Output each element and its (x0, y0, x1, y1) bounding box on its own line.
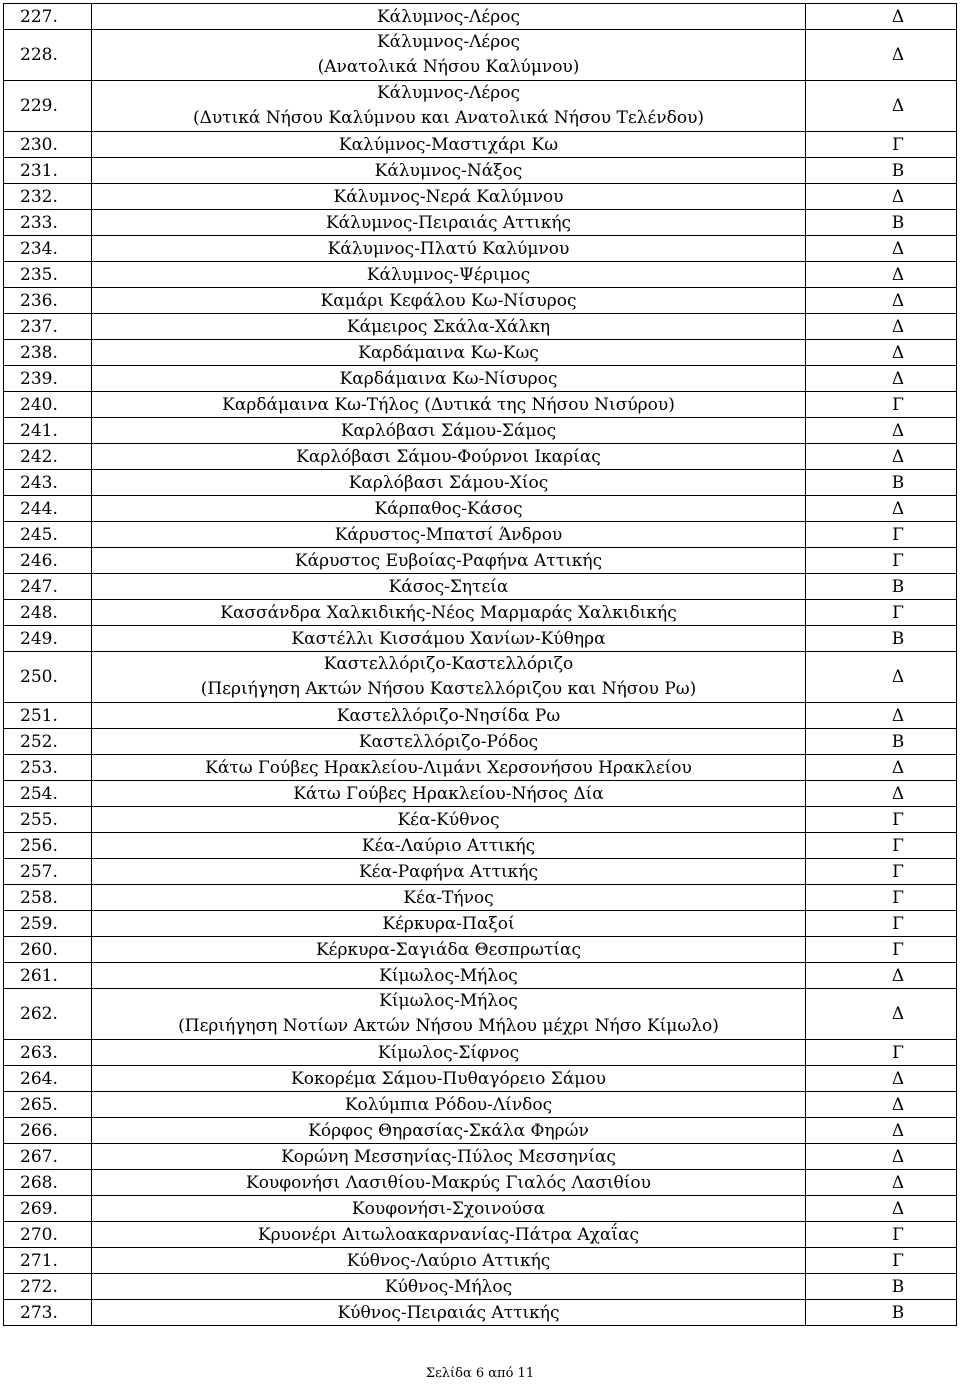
row-number: 239. (4, 366, 92, 392)
table-row (4, 548, 957, 574)
route-class: Γ (806, 807, 957, 833)
row-number: 255. (4, 807, 92, 833)
table-row (4, 1118, 957, 1144)
route-name: Κίμωλος-Μήλος (379, 991, 518, 1011)
row-number: 249. (4, 626, 92, 652)
route-class: Δ (806, 1170, 957, 1196)
table-row (4, 937, 957, 963)
route-class: Δ (806, 652, 957, 703)
route-cell: Καλύμνος-Μαστιχάρι Κω (92, 132, 806, 158)
route-cell: Κουφονήσι-Σχοινούσα (92, 1196, 806, 1222)
route-cell: Κόρφος Θηρασίας-Σκάλα Φηρών (92, 1118, 806, 1144)
row-number: 253. (4, 755, 92, 781)
route-cell: Καστελλόριζο-Νησίδα Ρω (92, 703, 806, 729)
route-note: (Ανατολικά Νήσου Καλύμνου) (317, 57, 580, 77)
route-class: Δ (806, 1066, 957, 1092)
table-row (4, 1092, 957, 1118)
route-class: Β (806, 574, 957, 600)
table-row (4, 989, 957, 1040)
row-number: 232. (4, 184, 92, 210)
route-class: Γ (806, 937, 957, 963)
route-class: Γ (806, 132, 957, 158)
route-cell: Καρλόβασι Σάμου-Σάμος (92, 418, 806, 444)
table-row (4, 703, 957, 729)
row-number: 273. (4, 1300, 92, 1326)
table-row (4, 574, 957, 600)
row-number: 256. (4, 833, 92, 859)
table-row (4, 470, 957, 496)
row-number: 266. (4, 1118, 92, 1144)
table-row (4, 236, 957, 262)
row-number: 252. (4, 729, 92, 755)
route-class: Δ (806, 963, 957, 989)
table-row (4, 392, 957, 418)
route-cell: Κέρκυρα-Σαγιάδα Θεσπρωτίας (92, 937, 806, 963)
row-number: 233. (4, 210, 92, 236)
row-number: 235. (4, 262, 92, 288)
page-footer: Σελίδα 6 από 11 (425, 1366, 535, 1381)
row-number: 236. (4, 288, 92, 314)
table-row (4, 1300, 957, 1326)
table-row (4, 626, 957, 652)
table-row (4, 340, 957, 366)
route-cell: Καρδάμαινα Κω-Τήλος (Δυτικά της Νήσου Νισύρου) (92, 392, 806, 418)
route-cell: Κολύμπια Ρόδου-Λίνδος (92, 1092, 806, 1118)
route-cell (92, 30, 806, 81)
row-number: 272. (4, 1274, 92, 1300)
route-class: Β (806, 158, 957, 184)
route-cell: Κοκορέμα Σάμου-Πυθαγόρειο Σάμου (92, 1066, 806, 1092)
table-row (4, 418, 957, 444)
table-row (4, 366, 957, 392)
row-number: 258. (4, 885, 92, 911)
table-row (4, 833, 957, 859)
route-cell: Κίμωλος-Μήλος (92, 963, 806, 989)
row-number: 270. (4, 1222, 92, 1248)
route-class: Δ (806, 1196, 957, 1222)
route-cell: Κύθνος-Πειραιάς Αττικής (92, 1300, 806, 1326)
row-number: 257. (4, 859, 92, 885)
route-cell: Κέα-Κύθνος (92, 807, 806, 833)
route-class: Δ (806, 288, 957, 314)
route-cell (92, 652, 806, 703)
routes-table (3, 3, 957, 1326)
route-class: Δ (806, 989, 957, 1040)
route-cell: Κάμειρος Σκάλα-Χάλκη (92, 314, 806, 340)
row-number: 246. (4, 548, 92, 574)
table-row (4, 184, 957, 210)
route-class: Γ (806, 1040, 957, 1066)
route-cell: Κάτω Γούβες Ηρακλείου-Νήσος Δία (92, 781, 806, 807)
routes-table-body (4, 4, 957, 1326)
table-row (4, 807, 957, 833)
table-row (4, 911, 957, 937)
route-class: Δ (806, 81, 957, 132)
route-note: (Δυτικά Νήσου Καλύμνου και Ανατολικά Νήσου Τελένδου) (192, 108, 705, 128)
row-number: 241. (4, 418, 92, 444)
row-number: 237. (4, 314, 92, 340)
row-number: 254. (4, 781, 92, 807)
table-row (4, 81, 957, 132)
route-class: Β (806, 1300, 957, 1326)
row-number: 238. (4, 340, 92, 366)
route-class: Δ (806, 236, 957, 262)
route-class: Γ (806, 522, 957, 548)
route-note: (Περιήγηση Ακτών Νήσου Καστελλόριζου και Νήσου Ρω) (200, 679, 697, 699)
table-row (4, 652, 957, 703)
route-class: Γ (806, 548, 957, 574)
route-class: Β (806, 626, 957, 652)
route-cell: Καρλόβασι Σάμου-Χίος (92, 470, 806, 496)
row-number: 244. (4, 496, 92, 522)
route-class: Γ (806, 885, 957, 911)
route-class: Δ (806, 1092, 957, 1118)
route-class: Γ (806, 600, 957, 626)
route-cell: Κέα-Λαύριο Αττικής (92, 833, 806, 859)
row-number: 263. (4, 1040, 92, 1066)
row-number: 248. (4, 600, 92, 626)
route-class: Δ (806, 496, 957, 522)
route-class: Δ (806, 418, 957, 444)
table-row (4, 1222, 957, 1248)
route-cell: Κάλυμνος-Ψέριμος (92, 262, 806, 288)
route-class: Δ (806, 184, 957, 210)
table-row (4, 885, 957, 911)
table-row (4, 1248, 957, 1274)
route-class: Δ (806, 340, 957, 366)
table-row (4, 496, 957, 522)
table-row (4, 1144, 957, 1170)
table-row (4, 1066, 957, 1092)
route-cell (92, 81, 806, 132)
row-number: 267. (4, 1144, 92, 1170)
route-class: Β (806, 210, 957, 236)
route-cell: Κασσάνδρα Χαλκιδικής-Νέος Μαρμαράς Χαλκιδικής (92, 600, 806, 626)
route-cell: Κέρκυρα-Παξοί (92, 911, 806, 937)
route-cell: Κάλυμνος-Νάξος (92, 158, 806, 184)
table-row (4, 859, 957, 885)
route-class: Γ (806, 392, 957, 418)
row-number: 260. (4, 937, 92, 963)
route-cell: Κάτω Γούβες Ηρακλείου-Λιμάνι Χερσονήσου Ηρακλείου (92, 755, 806, 781)
row-number: 243. (4, 470, 92, 496)
route-class: Δ (806, 4, 957, 30)
table-row (4, 600, 957, 626)
table-row (4, 1196, 957, 1222)
table-row (4, 288, 957, 314)
row-number: 269. (4, 1196, 92, 1222)
route-cell (92, 989, 806, 1040)
route-cell: Κάλυμνος-Πειραιάς Αττικής (92, 210, 806, 236)
route-cell: Κύθνος-Μήλος (92, 1274, 806, 1300)
row-number: 227. (4, 4, 92, 30)
row-number: 265. (4, 1092, 92, 1118)
table-row (4, 729, 957, 755)
route-cell: Κορώνη Μεσσηνίας-Πύλος Μεσσηνίας (92, 1144, 806, 1170)
route-cell: Κάρπαθος-Κάσος (92, 496, 806, 522)
route-cell: Κέα-Τήνος (92, 885, 806, 911)
route-cell: Κάλυμνος-Πλατύ Καλύμνου (92, 236, 806, 262)
table-row (4, 1274, 957, 1300)
route-note: (Περιήγηση Νοτίων Ακτών Νήσου Μήλου μέχρι Νήσο Κίμωλο) (178, 1016, 719, 1036)
row-number: 229. (4, 81, 92, 132)
route-cell: Καμάρι Κεφάλου Κω-Νίσυρος (92, 288, 806, 314)
row-number: 251. (4, 703, 92, 729)
route-cell: Κύθνος-Λαύριο Αττικής (92, 1248, 806, 1274)
route-cell: Καρλόβασι Σάμου-Φούρνοι Ικαρίας (92, 444, 806, 470)
table-row (4, 963, 957, 989)
table-row (4, 210, 957, 236)
route-cell: Κουφονήσι Λασιθίου-Μακρύς Γιαλός Λασιθίου (92, 1170, 806, 1196)
route-class: Δ (806, 1144, 957, 1170)
route-cell: Κίμωλος-Σίφνος (92, 1040, 806, 1066)
route-class: Β (806, 729, 957, 755)
route-cell: Καστέλλι Κισσάμου Χανίων-Κύθηρα (92, 626, 806, 652)
row-number: 240. (4, 392, 92, 418)
route-class: Β (806, 470, 957, 496)
route-class: Γ (806, 859, 957, 885)
route-class: Δ (806, 314, 957, 340)
route-class: Δ (806, 755, 957, 781)
table-row (4, 1040, 957, 1066)
route-cell: Κάλυμνος-Νερά Καλύμνου (92, 184, 806, 210)
table-row (4, 781, 957, 807)
row-number: 242. (4, 444, 92, 470)
table-row (4, 444, 957, 470)
table-row (4, 4, 957, 30)
row-number: 261. (4, 963, 92, 989)
route-class: Β (806, 1274, 957, 1300)
route-class: Δ (806, 703, 957, 729)
route-cell: Καρδάμαινα Κω-Νίσυρος (92, 366, 806, 392)
route-cell: Κάλυμνος-Λέρος (92, 4, 806, 30)
route-name: Κάλυμνος-Λέρος (376, 83, 520, 103)
route-name: Κάλυμνος-Λέρος (376, 32, 520, 52)
row-number: 259. (4, 911, 92, 937)
row-number: 250. (4, 652, 92, 703)
row-number: 247. (4, 574, 92, 600)
route-name: Καστελλόριζο-Καστελλόριζο (323, 654, 574, 674)
route-cell: Κάρυστος Ευβοίας-Ραφήνα Αττικής (92, 548, 806, 574)
route-cell: Κρυονέρι Αιτωλοακαρνανίας-Πάτρα Αχαΐας (92, 1222, 806, 1248)
table-row (4, 314, 957, 340)
route-class: Γ (806, 1222, 957, 1248)
table-row (4, 262, 957, 288)
route-class: Δ (806, 262, 957, 288)
row-number: 228. (4, 30, 92, 81)
route-class: Γ (806, 1248, 957, 1274)
table-row (4, 158, 957, 184)
row-number: 268. (4, 1170, 92, 1196)
row-number: 262. (4, 989, 92, 1040)
route-class: Δ (806, 30, 957, 81)
table-row (4, 522, 957, 548)
row-number: 264. (4, 1066, 92, 1092)
route-cell: Κάρυστος-Μπατσί Άνδρου (92, 522, 806, 548)
route-class: Δ (806, 444, 957, 470)
route-cell: Κέα-Ραφήνα Αττικής (92, 859, 806, 885)
table-row (4, 755, 957, 781)
table-row (4, 30, 957, 81)
route-class: Γ (806, 833, 957, 859)
route-class: Δ (806, 781, 957, 807)
row-number: 234. (4, 236, 92, 262)
row-number: 230. (4, 132, 92, 158)
route-class: Δ (806, 1118, 957, 1144)
table-row (4, 1170, 957, 1196)
route-cell: Καρδάμαινα Κω-Κως (92, 340, 806, 366)
table-row (4, 132, 957, 158)
route-class: Δ (806, 366, 957, 392)
route-cell: Κάσος-Σητεία (92, 574, 806, 600)
route-cell: Καστελλόριζο-Ρόδος (92, 729, 806, 755)
row-number: 231. (4, 158, 92, 184)
route-class: Γ (806, 911, 957, 937)
row-number: 245. (4, 522, 92, 548)
row-number: 271. (4, 1248, 92, 1274)
